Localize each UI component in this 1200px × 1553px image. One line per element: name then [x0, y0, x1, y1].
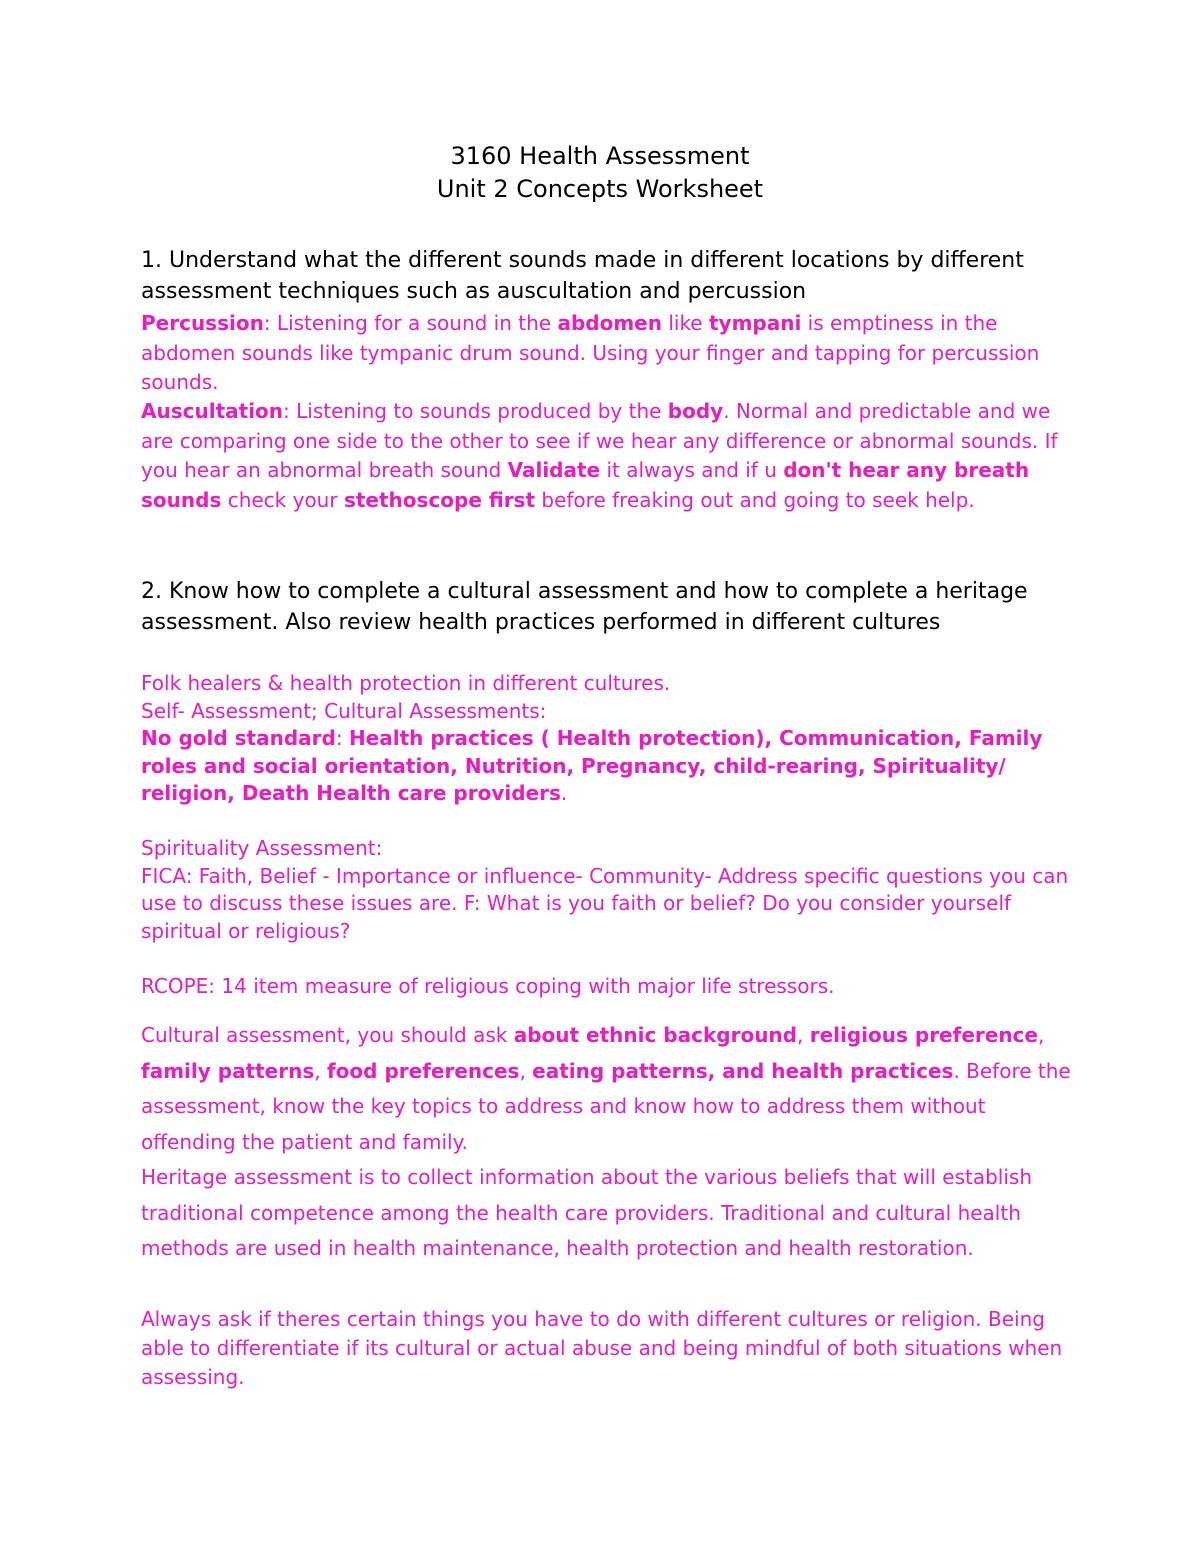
question-1: 1. Understand what the different sounds made in different locations by different assessment techniques such as auscultation and percussion	[141, 248, 1024, 304]
answer-text: : Listening for a sound in the	[263, 311, 558, 335]
closing-answer: Always ask if theres certain things you have to do with different cultures or religion. Being able to differentiate if its cultural or actual abuse and being mindful of both situations when assessing.	[141, 1307, 1063, 1389]
emphasis-text: don't hear any breath sounds	[141, 458, 1030, 512]
answer-text: is emptiness in the abdomen sounds like tympanic drum sound. Using your finger and tapping for percussion sounds.	[141, 311, 1040, 394]
answer-text: ,	[1037, 1023, 1045, 1047]
cultural-assessment-answer	[141, 1018, 1071, 1267]
answer-text: it always and if u	[600, 458, 784, 482]
emphasis-text: abdomen	[557, 311, 662, 335]
answer-text: . Before the assessment, know the key topics to address and know how to address them without offending the patient and family.	[141, 1058, 1071, 1154]
emphasis-text: religious preference	[809, 1023, 1038, 1047]
emphasis-text: food preferences	[326, 1058, 520, 1083]
answer-text: before freaking out and going to seek help.	[535, 487, 975, 512]
question-2: 2. Know how to complete a cultural assessment and how to complete a heritage assessment. Also review health practices performed in different cultures	[141, 579, 1028, 635]
answer-paragraph	[141, 1018, 1071, 1160]
auscultation-answer	[141, 397, 1071, 515]
document-subtitle: Unit 2 Concepts Worksheet	[436, 175, 764, 203]
rcope-answer: RCOPE: 14 item measure of religious coping with major life stressors.	[141, 974, 835, 998]
answer-text: . Normal and predictable and we are comparing one side to the other to see if we hear any difference or abnormal sounds. If you hear an abnormal breath sound	[141, 399, 1058, 482]
heritage-paragraph: Heritage assessment is to collect information about the various beliefs that will establish traditional competence among the health care providers. Traditional and cultural health methods are used in health maintenance, health protection and health restoration.	[141, 1165, 1033, 1260]
answer-text: like	[661, 311, 709, 335]
answer-text: ,	[519, 1058, 533, 1083]
percussion-answer	[141, 309, 1071, 398]
answer-line	[141, 725, 1071, 808]
auscultation-term: Auscultation	[141, 399, 284, 423]
spirituality-answer	[141, 835, 1071, 945]
emphasis-text: Validate	[507, 458, 601, 482]
emphasis-text: tympani	[708, 311, 802, 335]
answer-line: Self- Assessment; Cultural Assessments:	[141, 698, 547, 723]
answer-text: : Listening to sounds produced by the	[283, 399, 668, 423]
answer-text: .	[560, 781, 568, 805]
answer-line: FICA: Faith, Belief - Importance or influence- Community- Address specific questions you can use to discuss these issues are. F: What is you faith or belief? Do you consider yourself spiritual or religious?	[141, 863, 1069, 943]
answer-line: Folk healers & health protection in different cultures.	[141, 671, 671, 695]
emphasis-text: eating patterns, and health practices	[532, 1058, 954, 1083]
emphasis-text: Health practices ( Health protection), Communication, Family roles and social orientation, Nutrition, Pregnancy, child-rearing, Spirituality/ religion, Death Health care providers	[141, 726, 1043, 805]
emphasis-text: stethoscope first	[343, 487, 536, 512]
document-title: 3160 Health Assessment	[450, 142, 750, 170]
answer-text: ,	[797, 1023, 810, 1047]
emphasis-text: No gold standard	[141, 726, 336, 750]
percussion-term: Percussion	[141, 311, 264, 335]
answer-line: Spirituality Assessment:	[141, 836, 383, 860]
answer-text: ,	[314, 1058, 327, 1083]
answer-text: Cultural assessment, you should ask	[141, 1023, 514, 1047]
answer-text: check your	[221, 487, 344, 512]
cultural-answer	[141, 670, 1071, 808]
emphasis-text: body	[667, 399, 724, 423]
emphasis-text: family patterns	[141, 1058, 315, 1083]
answer-text: :	[335, 726, 349, 750]
emphasis-text: about ethnic background	[513, 1023, 797, 1047]
